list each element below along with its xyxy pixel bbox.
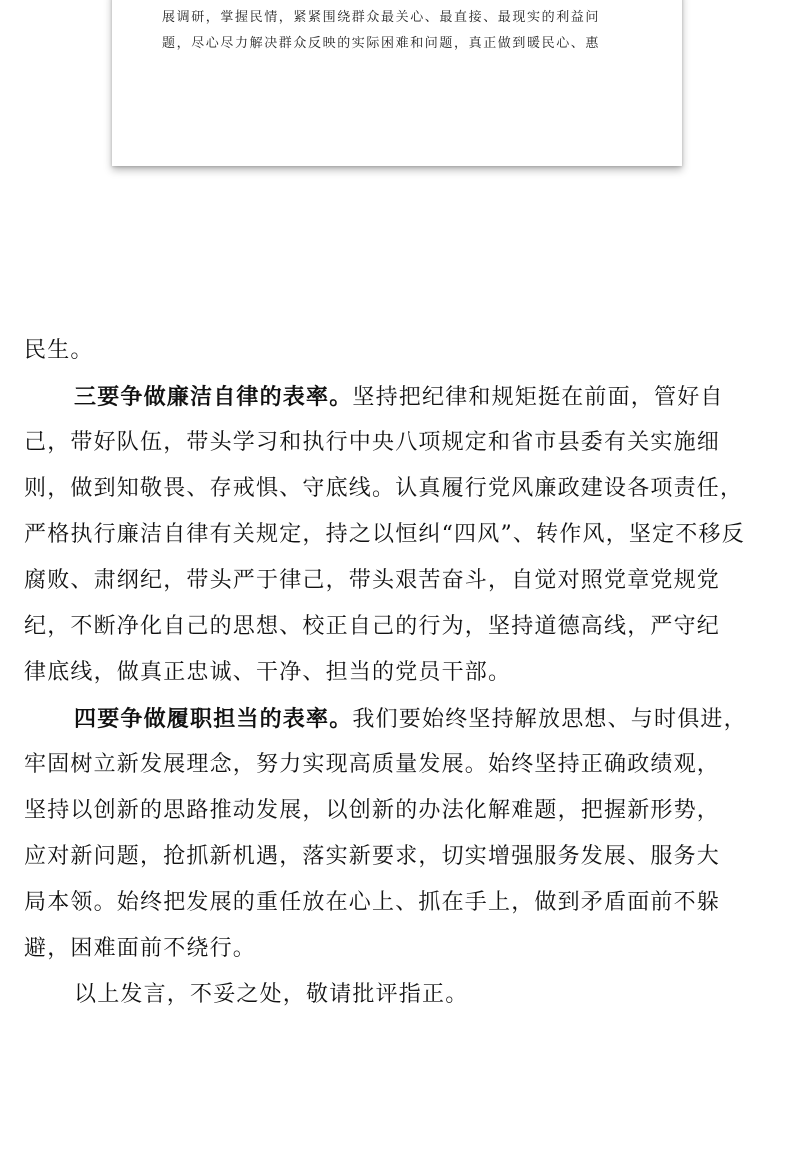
- para4-heading: 四要争做履职担当的表率。: [74, 706, 353, 732]
- para3-first-line: [24, 374, 780, 420]
- para4-first-line: [24, 696, 780, 742]
- para4-line: 牢固树立新发展理念，努力实现高质量发展。始终坚持正确政绩观，: [24, 752, 721, 777]
- para3-line: 严格执行廉洁自律有关规定，持之以恒纠“四风”、转作风，坚定不移反: [24, 522, 745, 547]
- document-body: [24, 328, 780, 1018]
- continuation-line: 民生。: [24, 338, 94, 363]
- para3-line: 律底线，做真正忠诚、干净、担当的党员干部。: [24, 660, 512, 685]
- preview-line-2: 题，尽心尽力解决群众反映的实际困难和问题，真正做到暖民心、惠: [162, 36, 601, 51]
- preview-line-1: 展调研，掌握民情，紧紧围绕群众最关心、最直接、最现实的利益问: [162, 10, 601, 25]
- para3-line: 纪，不断净化自己的思想、校正自己的行为，坚持道德高线，严守纪: [24, 614, 721, 639]
- para3-line-1: 坚持把纪律和规矩挺在前面，管好自: [352, 385, 724, 410]
- para4-line: 坚持以创新的思路推动发展，以创新的办法化解难题，把握新形势，: [24, 798, 721, 823]
- preview-card: [112, 0, 682, 166]
- para3-heading: 三要争做廉洁自律的表率。: [74, 384, 353, 410]
- para3-line: 则，做到知敬畏、存戒惧、守底线。认真履行党风廉政建设各项责任，: [24, 476, 744, 501]
- para4-line-1: 我们要始终坚持解放思想、与时俱进，: [352, 707, 747, 732]
- para4-line: 避，困难面前不绕行。: [24, 936, 257, 961]
- para4-line: 应对新问题，抢抓新机遇，落实新要求，切实增强服务发展、服务大: [24, 844, 721, 869]
- para3-line: 己，带好队伍，带头学习和执行中央八项规定和省市县委有关实施细: [24, 430, 721, 455]
- para4-line: 局本领。始终把发展的重任放在心上、抓在手上，做到矛盾面前不躲: [24, 890, 721, 915]
- para3-line: 腐败、肃纲纪，带头严于律己，带头艰苦奋斗，自觉对照党章党规党: [24, 568, 721, 593]
- closing-line: 以上发言，不妥之处，敬请批评指正。: [74, 982, 469, 1007]
